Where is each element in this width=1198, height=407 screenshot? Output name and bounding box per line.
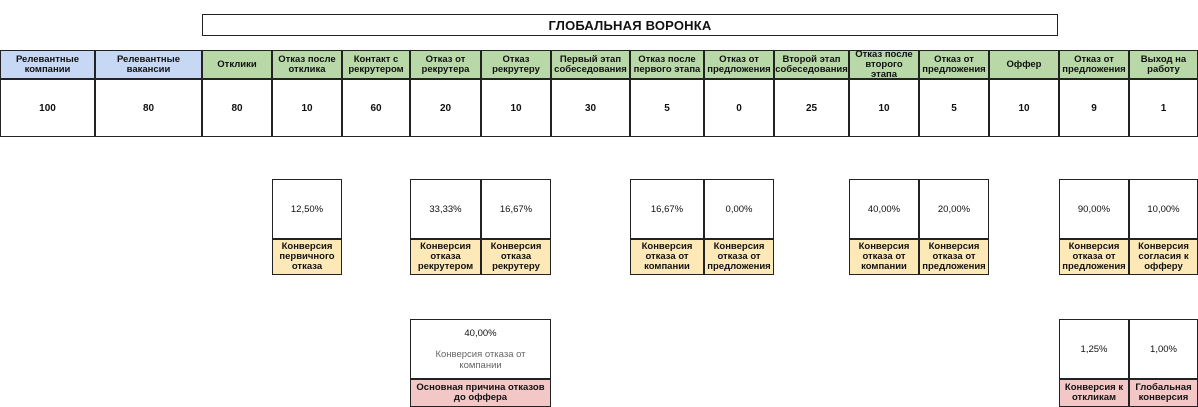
header-reject-after-response: Отказ после отклика xyxy=(272,50,342,79)
conversion-label-reject-offer-2: Конверсия отказа от предложения xyxy=(919,239,989,275)
conversion-value-reject-company-2: 40,00% xyxy=(849,179,919,239)
header-second-interview: Второй этап собеседования xyxy=(774,50,849,79)
value-relevant-vacancies: 80 xyxy=(95,79,202,137)
header-relevant-vacancies: Релевантные вакансии xyxy=(95,50,202,79)
value-responses: 80 xyxy=(202,79,272,137)
conversion-value-accept-offer: 10,00% xyxy=(1129,179,1198,239)
conversion-value-primary-reject: 12,50% xyxy=(272,179,342,239)
value-relevant-companies: 100 xyxy=(0,79,95,137)
value-reject-after-response: 10 xyxy=(272,79,342,137)
conversion-label-reject-by-recruiter: Конверсия отказа рекрутером xyxy=(410,239,481,275)
global-conversion-label: Глобальная конверсия xyxy=(1129,379,1198,407)
header-responses: Отклики xyxy=(202,50,272,79)
response-conversion-value: 1,25% xyxy=(1059,319,1129,379)
header-relevant-companies: Релевантные компании xyxy=(0,50,95,79)
value-reject-to-recruiter: 10 xyxy=(481,79,551,137)
page-title: ГЛОБАЛЬНАЯ ВОРОНКА xyxy=(202,14,1058,36)
conversion-label-reject-offer-3: Конверсия отказа от предложения xyxy=(1059,239,1129,275)
header-first-interview: Первый этап собеседования xyxy=(551,50,630,79)
conversion-value-reject-offer-2: 20,00% xyxy=(919,179,989,239)
value-reject-offer-3: 9 xyxy=(1059,79,1129,137)
value-reject-offer-2: 5 xyxy=(919,79,989,137)
value-first-interview: 30 xyxy=(551,79,630,137)
value-reject-after-second: 10 xyxy=(849,79,919,137)
conversion-value-reject-company-1: 16,67% xyxy=(630,179,704,239)
value-reject-after-first: 5 xyxy=(630,79,704,137)
header-reject-offer-3: Отказ от предложения xyxy=(1059,50,1129,79)
conversion-label-primary-reject: Конверсия первичного отказа xyxy=(272,239,342,275)
header-offer: Оффер xyxy=(989,50,1059,79)
value-second-interview: 25 xyxy=(774,79,849,137)
main-reason-subtitle: Конверсия отказа от компании xyxy=(435,348,526,371)
value-reject-offer-1: 0 xyxy=(704,79,774,137)
conversion-label-reject-company-2: Конверсия отказа от компании xyxy=(849,239,919,275)
conversion-label-reject-offer-1: Конверсия отказа от предложения xyxy=(704,239,774,275)
main-reason-box xyxy=(410,319,551,379)
value-reject-from-recruiter: 20 xyxy=(410,79,481,137)
conversion-value-reject-offer-1: 0,00% xyxy=(704,179,774,239)
global-conversion-value: 1,00% xyxy=(1129,319,1198,379)
main-reason-value: 40,00% xyxy=(464,327,497,339)
conversion-value-reject-by-recruiter: 33,33% xyxy=(410,179,481,239)
conversion-value-reject-offer-3: 90,00% xyxy=(1059,179,1129,239)
header-start-work: Выход на работу xyxy=(1129,50,1198,79)
header-recruiter-contact: Контакт с рекрутером xyxy=(342,50,410,79)
response-conversion-label: Конверсия к откликам xyxy=(1059,379,1129,407)
conversion-label-reject-to-recruiter: Конверсия отказа рекрутеру xyxy=(481,239,551,275)
main-reason-label: Основная причина отказов до оффера xyxy=(410,379,551,407)
conversion-value-reject-to-recruiter: 16,67% xyxy=(481,179,551,239)
value-start-work: 1 xyxy=(1129,79,1198,137)
header-reject-after-first: Отказ после первого этапа xyxy=(630,50,704,79)
header-reject-to-recruiter: Отказ рекрутеру xyxy=(481,50,551,79)
value-offer: 10 xyxy=(989,79,1059,137)
conversion-label-reject-company-1: Конверсия отказа от компании xyxy=(630,239,704,275)
conversion-label-accept-offer: Конверсия согласия к офферу xyxy=(1129,239,1198,275)
header-reject-after-second: Отказ после второго этапа xyxy=(849,50,919,79)
header-reject-offer-2: Отказ от предложения xyxy=(919,50,989,79)
header-reject-offer-1: Отказ от предложения xyxy=(704,50,774,79)
value-recruiter-contact: 60 xyxy=(342,79,410,137)
header-reject-from-recruiter: Отказ от рекрутера xyxy=(410,50,481,79)
